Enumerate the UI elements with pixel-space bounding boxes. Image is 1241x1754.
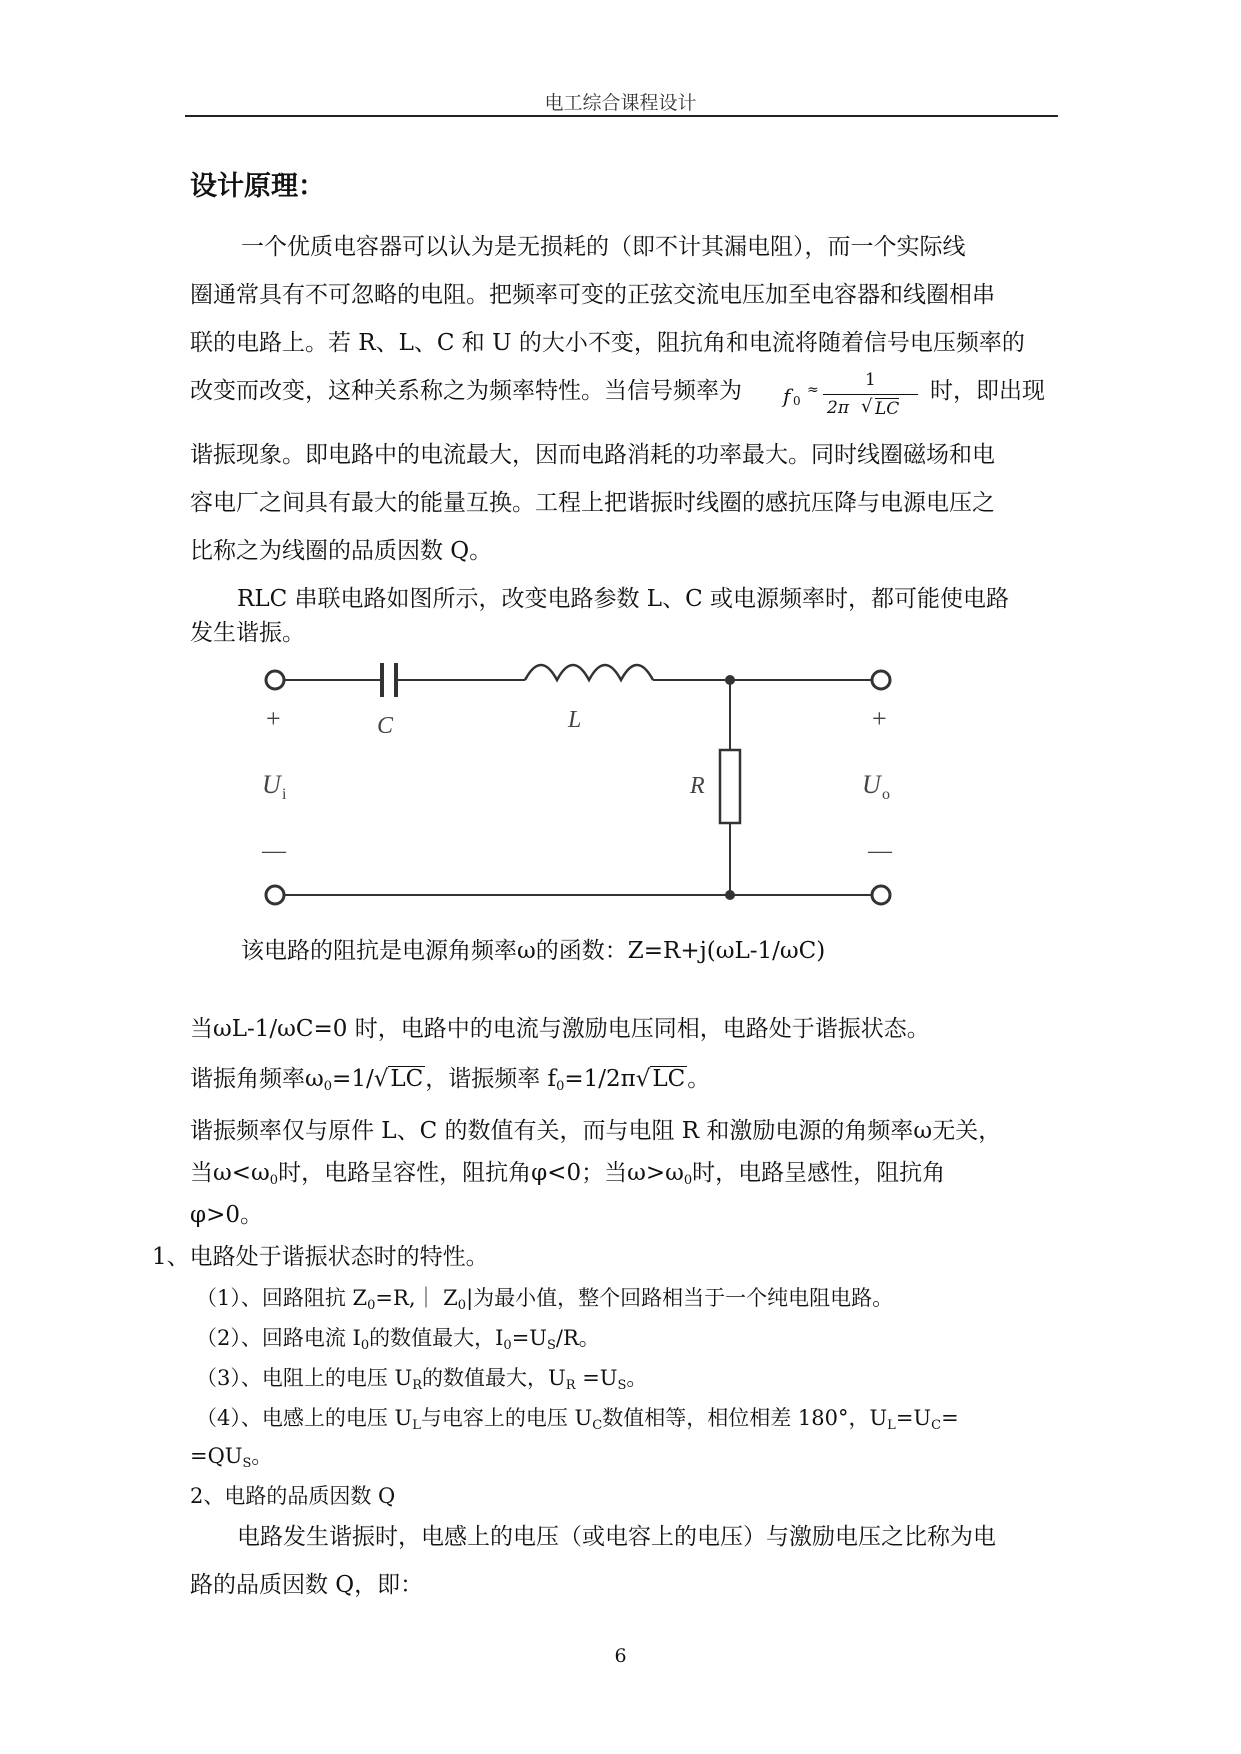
formula-numerator: 1	[865, 370, 876, 390]
page-number: 6	[614, 1645, 627, 1667]
formula-root-icon: √	[861, 396, 873, 417]
resonance-condition: 当ωL-1/ωC=0 时，电路中的电流与激励电压同相，电路处于谐振状态。	[190, 1016, 930, 1042]
capacitor-label: C	[377, 713, 394, 739]
list-item-2: （2）、回路电流 $I_0$的数值最大，$I_0=U_S/R$。	[196, 1326, 600, 1353]
para3-line2: 当$\omega<\omega_0$时，电路呈容性，阻抗角φ<0；当$\omega>\omega_0$时，电路呈感性，阻抗角	[190, 1160, 946, 1188]
q-paragraph-line1: 电路发生谐振时，电感上的电压（或电容上的电压）与激励电压之比称为电	[237, 1524, 996, 1550]
output-top-terminal	[872, 671, 890, 689]
input-voltage-sub: i	[282, 786, 287, 803]
output-voltage-label: U	[862, 770, 881, 799]
output-voltage-sub: o	[882, 786, 890, 803]
para1-line7: 比称之为线圈的品质因数 Q。	[190, 538, 493, 564]
inductor-label: L	[568, 707, 582, 733]
node-bottom	[725, 890, 735, 900]
inductor-coil	[525, 665, 653, 680]
list-item-1: （1）、回路阻抗 $Z_0=R,|$ $Z_0|$为最小值，整个回路相当于一个纯电阻电路。	[196, 1286, 894, 1313]
para1-line4b: 时，即出现	[930, 378, 1045, 404]
resistor-body	[720, 750, 740, 823]
para1-line3: 联的电路上。若 R、L、C 和 U 的大小不变，阻抗角和电流将随着信号电压频率的	[190, 330, 1025, 356]
para2-line1: RLC 串联电路如图所示，改变电路参数 L、C 或电源频率时，都可能使电路	[237, 586, 1009, 612]
resonance-frequency-formula	[783, 370, 923, 422]
output-minus-label: —	[868, 838, 892, 864]
output-plus-label: +	[872, 704, 887, 733]
node-top	[725, 675, 735, 685]
resistor-label: R	[690, 773, 705, 799]
para2-line2: 发生谐振。	[190, 620, 305, 646]
list-item-3: （3）、电阻上的电压 $U_R$的数值最大，$U_R =U_S$。	[196, 1366, 648, 1393]
input-minus-label: —	[262, 838, 286, 864]
input-plus-label: +	[266, 704, 281, 733]
formula-lhs-sub: 0	[793, 394, 801, 408]
fraction-bar	[823, 394, 918, 395]
page-header: 电工综合课程设计	[544, 92, 697, 114]
resonance-frequency-line: 谐振角频率$\omega_0=1/√LC$，谐振频率 $f_0=1/2\pi√LC$。	[190, 1066, 711, 1094]
q-paragraph-line2: 路的品质因数 Q，即：	[190, 1572, 424, 1598]
formula-lhs: f	[783, 384, 791, 408]
header-rule	[185, 115, 1058, 117]
formula-den-root: LC	[875, 399, 900, 419]
formula-den-prefix: 2π	[827, 398, 849, 418]
list-item-4-cont: $=QU_S$。	[190, 1444, 273, 1471]
input-bottom-terminal	[266, 886, 284, 904]
list-heading-1: 1、电路处于谐振状态时的特性。	[152, 1244, 489, 1270]
list-heading-2: 2、电路的品质因数 Q	[190, 1484, 396, 1508]
para1-line1: 一个优质电容器可以认为是无损耗的（即不计其漏电阻），而一个实际线	[241, 234, 966, 260]
para1-line5: 谐振现象。即电路中的电流最大，因而电路消耗的功率最大。同时线圈磁场和电	[190, 442, 995, 468]
input-top-terminal	[266, 671, 284, 689]
para3-line3: φ>0。	[190, 1202, 264, 1228]
rlc-circuit-diagram	[250, 655, 910, 925]
para1-line4a: 改变而改变，这种关系称之为频率特性。当信号频率为	[190, 378, 742, 404]
section-title: 设计原理：	[190, 171, 325, 202]
output-bottom-terminal	[872, 886, 890, 904]
impedance-line: 该电路的阻抗是电源角频率ω的函数：Z=R+j(ωL-1/ωC)	[241, 938, 826, 964]
input-voltage-label: U	[262, 770, 281, 799]
para1-line6: 容电厂之间具有最大的能量互换。工程上把谐振时线圈的感抗压降与电源电压之	[190, 490, 995, 516]
formula-approx-icon: ≈	[807, 382, 819, 398]
para3-line1: 谐振频率仅与原件 L、C 的数值有关，而与电阻 R 和激励电源的角频率ω无关，	[190, 1118, 1002, 1144]
para1-line2: 圈通常具有不可忽略的电阻。把频率可变的正弦交流电压加至电容器和线圈相串	[190, 282, 995, 308]
list-item-4: （4）、电感上的电压 $U_L$与电容上的电压 $U_C$数值相等，相位相差 180°，$U_L=U_C=$	[196, 1406, 959, 1433]
